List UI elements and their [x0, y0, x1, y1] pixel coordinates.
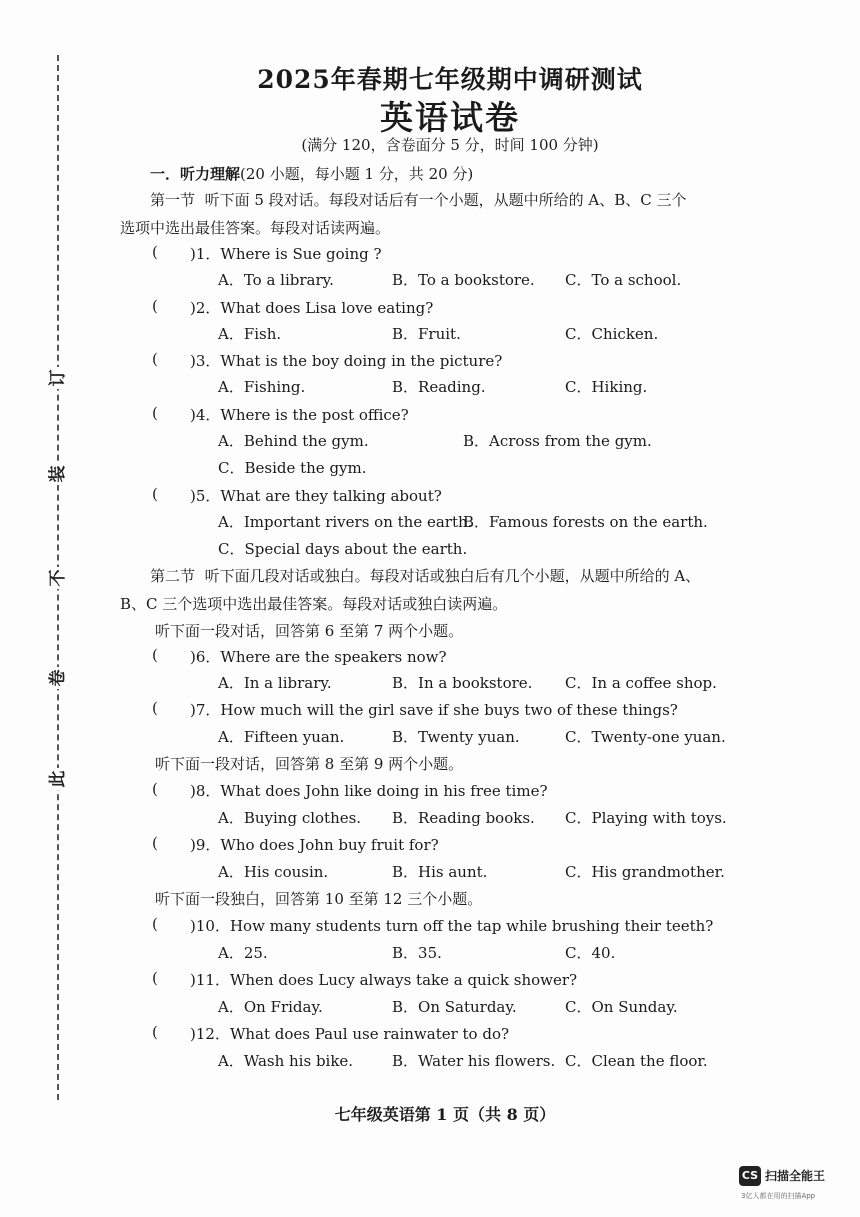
option-c: C．In a coffee shop. — [565, 674, 717, 692]
question-3 — [190, 350, 502, 371]
answer-blank-7[interactable]: ( — [152, 699, 158, 717]
answer-blank-8[interactable]: ( — [152, 780, 158, 798]
question-number: )6． — [190, 648, 221, 666]
option-b: B．35. — [392, 944, 442, 962]
section2-instruction-row — [150, 565, 700, 586]
part1-heading-note: (20 小题，每小题 1 分，共 20 分) — [240, 165, 474, 183]
question-number: )2． — [190, 299, 221, 317]
exam-subject-title: 英语试卷 — [380, 98, 520, 137]
option-a: A．Fifteen yuan. — [218, 728, 345, 746]
camscanner-logo-icon: CS — [739, 1166, 761, 1186]
binding-char-ding: 订 — [47, 367, 69, 389]
option-b: B．To a bookstore. — [392, 271, 535, 289]
question-text: Where are the speakers now? — [220, 648, 447, 666]
prompt-questions-10-12: 听下面一段独白，回答第 10 至第 12 三个小题。 — [155, 890, 483, 908]
option-c: C．Hiking. — [565, 378, 648, 396]
question-text: What does Paul use rainwater to do? — [229, 1025, 510, 1043]
question-number: )7． — [190, 701, 221, 719]
question-text: What is the boy doing in the picture? — [220, 352, 503, 370]
question-text: How much will the girl save if she buys two of these things? — [220, 701, 678, 719]
option-c: C．Twenty-one yuan. — [565, 728, 726, 746]
question-text: What does Lisa love eating? — [220, 299, 434, 317]
option-a: A．On Friday. — [218, 998, 323, 1016]
question-text: Where is the post office? — [220, 406, 409, 424]
answer-blank-1[interactable]: ( — [152, 243, 158, 261]
question-8 — [190, 780, 547, 801]
question-number: )8． — [190, 782, 221, 800]
question-text: Who does John buy fruit for? — [220, 836, 439, 854]
answer-blank-6[interactable]: ( — [152, 646, 158, 664]
question-number: )3． — [190, 352, 221, 370]
question-number: )4． — [190, 406, 221, 424]
question-text: Where is Sue going ? — [220, 245, 382, 263]
question-5 — [190, 485, 442, 506]
option-c: C．Beside the gym. — [218, 459, 367, 477]
binding-char-ci: 此 — [47, 768, 69, 790]
option-c: C．40. — [565, 944, 616, 962]
question-11 — [190, 969, 577, 990]
section1-instruction-line2: 选项中选出最佳答案。每段对话读两遍。 — [120, 219, 391, 237]
section1-instruction-row — [150, 189, 687, 210]
part1-heading: 一．听力理解 — [150, 165, 241, 183]
option-a: A．His cousin. — [218, 863, 329, 881]
question-text: When does Lucy always take a quick shower? — [229, 971, 578, 989]
option-b: B．His aunt. — [392, 863, 488, 881]
option-a: A．Behind the gym. — [218, 432, 369, 450]
question-number: )5． — [190, 487, 221, 505]
watermark-tagline: 3亿人都在用的扫描App — [741, 1192, 816, 1200]
option-a: A．Important rivers on the earth. — [218, 513, 473, 531]
part1-heading-row — [150, 163, 473, 184]
option-c: C．Special days about the earth. — [218, 540, 468, 558]
question-number: )12． — [190, 1025, 230, 1043]
section2-label: 第二节 — [150, 567, 196, 585]
question-number: )1． — [190, 245, 221, 263]
option-b: B．Twenty yuan. — [392, 728, 520, 746]
section2-instruction-line1: 听下面几段对话或独白。每段对话或独白后有几个小题，从题中所给的 A、 — [204, 567, 701, 585]
exam-title: 2025年春期七年级期中调研测试 — [257, 65, 643, 94]
binding-char-bu: 不 — [47, 567, 69, 589]
exam-info: (满分 120，含卷面分 5 分，时间 100 分钟) — [301, 136, 599, 154]
question-text: What does John like doing in his free time? — [220, 782, 548, 800]
question-2 — [190, 297, 433, 318]
option-b: B．Famous forests on the earth. — [463, 513, 708, 531]
section1-label: 第一节 — [150, 191, 196, 209]
question-6 — [190, 646, 447, 667]
option-c: C．Chicken. — [565, 325, 659, 343]
option-a: A．Fish. — [218, 325, 282, 343]
option-b: B．Across from the gym. — [463, 432, 652, 450]
question-1 — [190, 243, 382, 264]
option-a: A．25. — [218, 944, 268, 962]
option-c: C．His grandmother. — [565, 863, 725, 881]
binding-char-juan: 卷 — [47, 667, 69, 689]
option-b: B．Water his flowers. — [392, 1052, 556, 1070]
question-number: )9． — [190, 836, 221, 854]
option-a: A．Buying clothes. — [218, 809, 362, 827]
scanner-watermark — [739, 1166, 849, 1206]
answer-blank-12[interactable]: ( — [152, 1023, 158, 1041]
binding-char-zhuang: 装 — [47, 463, 69, 485]
answer-blank-3[interactable]: ( — [152, 350, 158, 368]
watermark-brand: 扫描全能王 — [765, 1169, 826, 1183]
answer-blank-5[interactable]: ( — [152, 485, 158, 503]
question-text: What are they talking about? — [220, 487, 442, 505]
option-a: A．In a library. — [218, 674, 332, 692]
question-number: )10． — [190, 917, 230, 935]
answer-blank-9[interactable]: ( — [152, 834, 158, 852]
answer-blank-11[interactable]: ( — [152, 969, 158, 987]
prompt-questions-6-7: 听下面一段对话，回答第 6 至第 7 两个小题。 — [155, 622, 464, 640]
option-b: B．Reading books. — [392, 809, 535, 827]
option-c: C．Playing with toys. — [565, 809, 727, 827]
page-footer: 七年级英语第 1 页（共 8 页） — [334, 1105, 556, 1124]
option-b: B．In a bookstore. — [392, 674, 533, 692]
question-4 — [190, 404, 409, 425]
option-a: A．Fishing. — [218, 378, 306, 396]
option-b: B．Reading. — [392, 378, 486, 396]
answer-blank-4[interactable]: ( — [152, 404, 158, 422]
answer-blank-2[interactable]: ( — [152, 297, 158, 315]
option-c: C．Clean the floor. — [565, 1052, 708, 1070]
option-c: C．To a school. — [565, 271, 682, 289]
option-a: A．Wash his bike. — [218, 1052, 354, 1070]
option-a: A．To a library. — [218, 271, 334, 289]
prompt-questions-8-9: 听下面一段对话，回答第 8 至第 9 两个小题。 — [155, 755, 464, 773]
question-10 — [190, 915, 713, 936]
section1-instruction-line1: 听下面 5 段对话。每段对话后有一个小题，从题中所给的 A、B、C 三个 — [204, 191, 687, 209]
option-c: C．On Sunday. — [565, 998, 678, 1016]
question-12 — [190, 1023, 509, 1044]
section2-instruction-line2: B、C 三个选项中选出最佳答案。每段对话或独白读两遍。 — [120, 595, 508, 613]
question-number: )11． — [190, 971, 230, 989]
question-9 — [190, 834, 439, 855]
question-text: How many students turn off the tap while brushing their teeth? — [229, 917, 714, 935]
option-b: B．On Saturday. — [392, 998, 517, 1016]
question-7 — [190, 699, 678, 720]
option-b: B．Fruit. — [392, 325, 461, 343]
answer-blank-10[interactable]: ( — [152, 915, 158, 933]
